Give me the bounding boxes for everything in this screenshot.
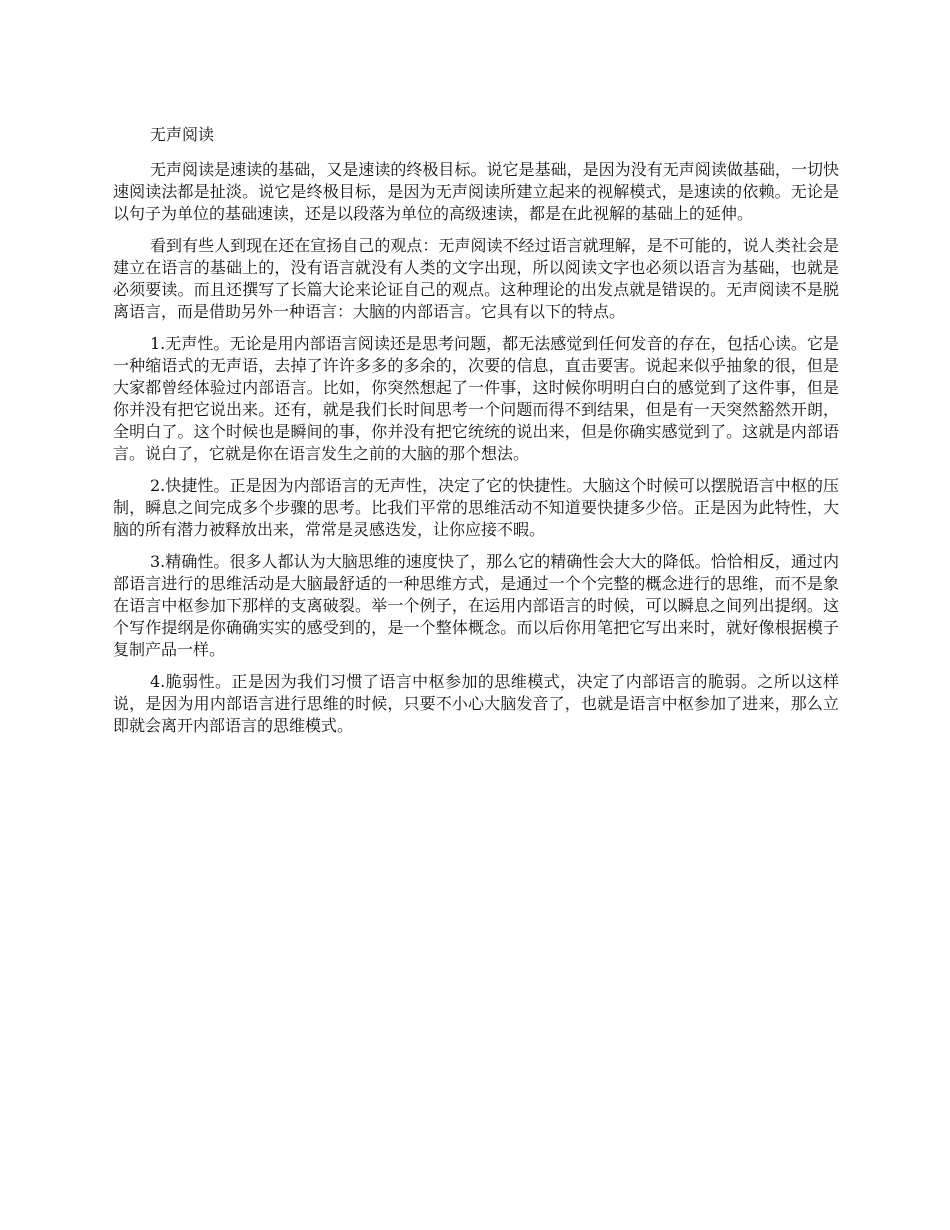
paragraph-speed: 2.快捷性。正是因为内部语言的无声性，决定了它的快捷性。大脑这个时候可以摆脱语言中枢的压制，瞬息之间完成多个步骤的思考。比我们平常的思维活动不知道要快捷多少倍。正是因为此特性，大脑的所有潜力被释放出来，常常是灵感迭发，让你应接不暇。	[113, 476, 839, 539]
paragraph-silence: 1.无声性。无论是用内部语言阅读还是思考问题，都无法感觉到任何发音的存在，包括心读。它是一种缩语式的无声语，去掉了许许多多的多余的，次要的信息，直击要害。说起来似乎抽象的很，但是大家都曾经体验过内部语言。比如，你突然想起了一件事，这时候你明明白白的感觉到了这件事，但是你并没有把它说出来。还有，就是我们长时间思考一个问题而得不到结果，但是有一天突然豁然开朗，全明白了。这个时候也是瞬间的事，你并没有把它统统的说出来，但是你确实感觉到了。这就是内部语言。说白了，它就是你在语言发生之前的大脑的那个想法。	[113, 334, 839, 463]
paragraph-fragility: 4.脆弱性。正是因为我们习惯了语言中枢参加的思维模式，决定了内部语言的脆弱。之所以这样说，是因为用内部语言进行思维的时候，只要不小心大脑发音了，也就是语言中枢参加了进来，那么立即就会离开内部语言的思维模式。	[113, 672, 839, 735]
paragraph-precision: 3.精确性。很多人都认为大脑思维的速度快了，那么它的精确性会大大的降低。恰恰相反，通过内部语言进行的思维活动是大脑最舒适的一种思维方式，是通过一个个完整的概念进行的思维，而不是象在语言中枢参加下那样的支离破裂。举一个例子，在运用内部语言的时候，可以瞬息之间列出提纲。这个写作提纲是你确确实实的感受到的，是一个整体概念。而以后你用笔把它写出来时，就好像根据模子复制产品一样。	[113, 552, 839, 659]
paragraph-intro: 无声阅读是速读的基础，又是速读的终极目标。说它是基础，是因为没有无声阅读做基础，一切快速阅读法都是扯淡。说它是终极目标，是因为无声阅读所建立起来的视解模式，是速读的依赖。无论是以句子为单位的基础速读，还是以段落为单位的高级速读，都是在此视解的基础上的延伸。	[113, 160, 839, 223]
paragraph-viewpoint: 看到有些人到现在还在宣扬自己的观点：无声阅读不经过语言就理解，是不可能的，说人类社会是建立在语言的基础上的，没有语言就没有人类的文字出现，所以阅读文字也必须以语言为基础，也就是必须要读。而且还撰写了长篇大论来论证自己的观点。这种理论的出发点就是错误的。无声阅读不是脱离语言，而是借助另外一种语言：大脑的内部语言。它具有以下的特点。	[113, 236, 839, 321]
document-title: 无声阅读	[150, 125, 215, 144]
document-page	[113, 124, 839, 747]
